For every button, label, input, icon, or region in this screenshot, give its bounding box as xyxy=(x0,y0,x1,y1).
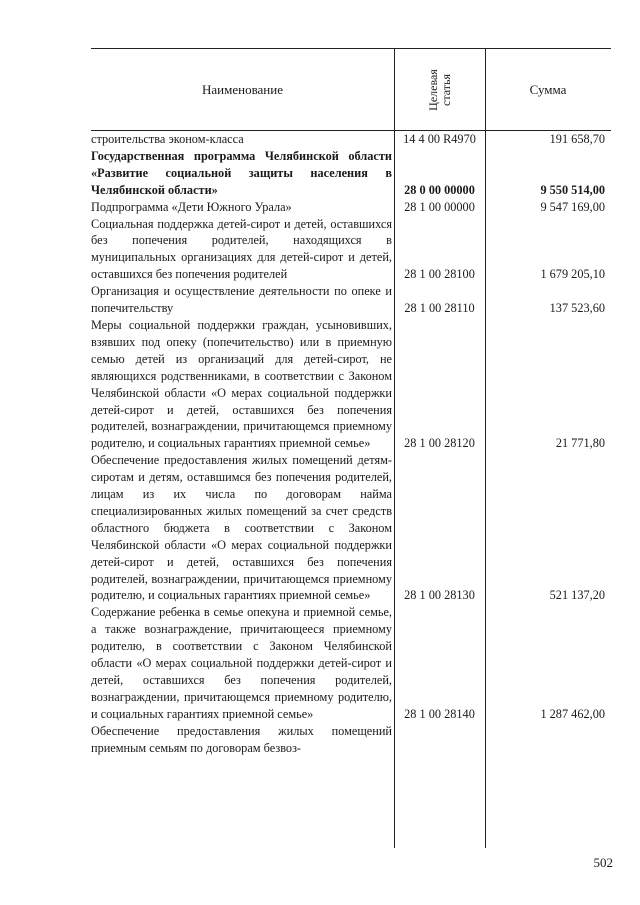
row-code: 28 1 00 00000 xyxy=(404,199,475,214)
row-name: строительства эконом-класса xyxy=(91,132,244,146)
row-name: Подпрограмма «Дети Южного Урала» xyxy=(91,199,292,214)
budget-table xyxy=(91,48,611,757)
row-sum: 1 679 205,10 xyxy=(540,267,605,282)
row-name: Обеспечение предоставления жилых помещений детям-сиротам и детям, оставшимся без попечения родителей, лицам из их числа по договорам найма специализированных жилых помещений за счет средств областного бюджета в соответствии с Законом Челябинской области «О мерах социальной поддержки детей-сирот и детей, оставшихся без попечения родителей, вознаграждении, причитающемся приемному родителю, и социальных гарантиях приемной семье» xyxy=(91,453,392,603)
header-name: Наименование xyxy=(202,81,283,97)
page-number: 502 xyxy=(593,855,613,870)
table-row xyxy=(91,131,611,148)
row-code xyxy=(394,723,485,757)
row-sum: 191 658,70 xyxy=(549,132,605,146)
row-code: 28 0 00 00000 xyxy=(404,182,475,197)
row-code: 28 1 00 28110 xyxy=(404,301,475,316)
row-name: Содержание ребенка в семье опекуна и приемной семье, а также вознаграждение, причитающееся приемному родителю, в соответствии с Законом Челябинской области «О мерах социальной поддержки детей-сирот и детей, оставшихся без попечения родителей, вознаграждении, причитающемся приемному родителю, и социальных гарантиях приемной семье» xyxy=(91,605,392,721)
header-code xyxy=(394,49,485,130)
table-row xyxy=(91,148,611,199)
header-sum: Сумма xyxy=(529,81,567,97)
row-code: 28 1 00 28140 xyxy=(404,706,475,721)
table-row xyxy=(91,452,611,604)
table-body xyxy=(91,131,611,757)
table-header xyxy=(91,48,611,131)
row-sum xyxy=(485,723,611,757)
row-code: 28 1 00 28120 xyxy=(404,436,475,451)
row-sum: 1 287 462,00 xyxy=(540,706,605,721)
table-row xyxy=(91,723,611,757)
row-sum: 521 137,20 xyxy=(549,588,605,603)
row-code: 28 1 00 28100 xyxy=(404,267,475,282)
row-sum: 9 547 169,00 xyxy=(540,199,605,214)
header-code-label: Целевая статья xyxy=(425,68,453,111)
row-code: 14 4 00 R4970 xyxy=(403,132,476,146)
table-row xyxy=(91,199,611,216)
row-sum: 21 771,80 xyxy=(555,436,605,451)
row-code: 28 1 00 28130 xyxy=(404,588,475,603)
table-row xyxy=(91,604,611,722)
table-row xyxy=(91,216,611,284)
row-sum: 137 523,60 xyxy=(549,301,605,316)
row-name: Обеспечение предоставления жилых помещений приемным семьям по договорам безвоз- xyxy=(91,723,392,755)
row-name: Государственная программа Челябинской области «Развитие социальной защиты населения в Челябинской области» xyxy=(91,148,392,197)
row-name: Меры социальной поддержки граждан, усыновивших, взявших под опеку (попечительство) или в приемную семью детей из организаций для детей-сирот, не являющихся родственниками, в соответствии с Законом Челябинской области «О мерах социальной поддержки детей-сирот и детей, оставшихся без попечения родителей, вознаграждении, причитающемся приемному родителю, и социальных гарантиях приемной семье» xyxy=(91,317,392,451)
table-row xyxy=(91,283,611,317)
row-sum: 9 550 514,00 xyxy=(540,182,605,197)
row-name: Организация и осуществление деятельности по опеке и попечительству xyxy=(91,284,392,316)
table-row xyxy=(91,317,611,452)
row-name: Социальная поддержка детей-сирот и детей, оставшихся без попечения родителей, находящихся в муниципальных организациях для детей-сирот и детей, оставшихся без попечения родителей xyxy=(91,216,392,282)
